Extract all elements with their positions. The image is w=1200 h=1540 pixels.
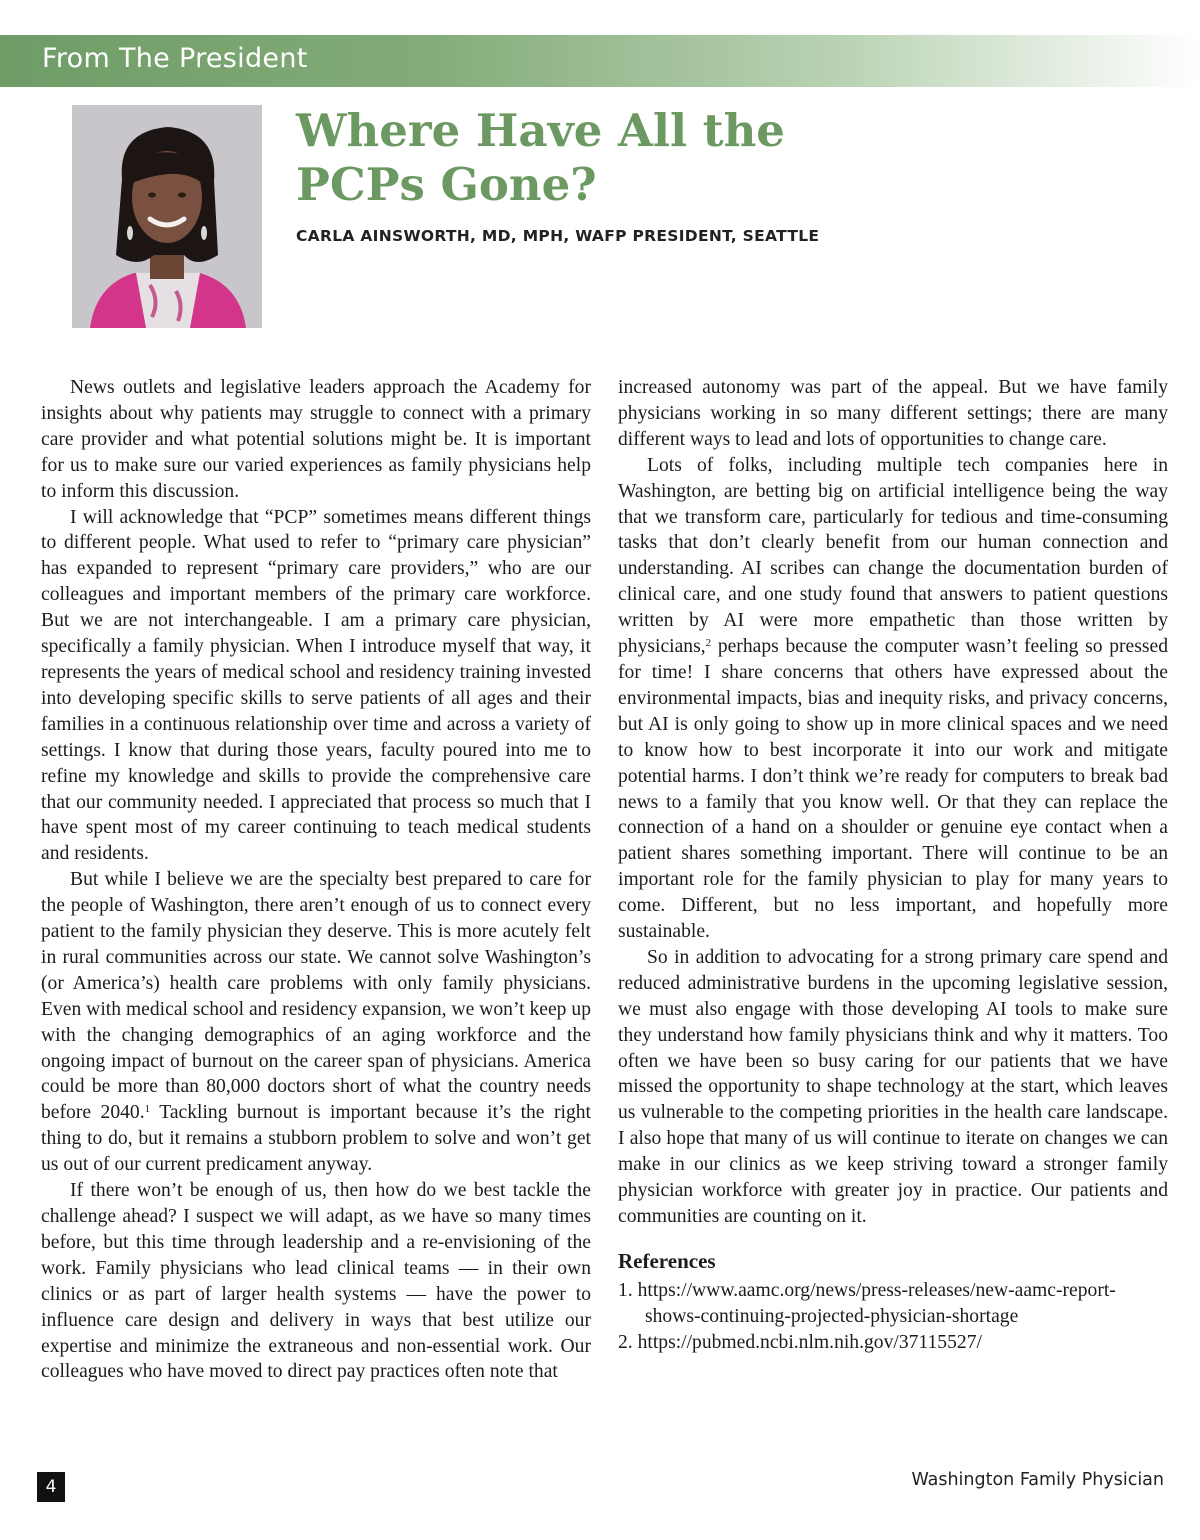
references-heading: References — [618, 1248, 716, 1273]
references-list — [618, 1278, 1168, 1356]
paragraph-5-text-b: perhaps because the computer wasn’t feeling so pressed for time! I share concerns that others have expressed about the environmental impacts, bias and inequity risks, and privacy concerns, but AI is only going to show up in more clinical spaces and we need to know how to best incorporate it into our work and mitigate potential harms. I don’t think we’re ready for computers to break bad news to a family that you know well. Or that they can replace the connection of a hand on a shoulder or genuine eye contact when a patient shares something important. There will continue to be an important role for the family physician to play for many years to come. Different, but no less important, and hopefully more sustainable. — [618, 636, 1168, 943]
article-headline — [296, 104, 785, 212]
author-photo — [72, 105, 262, 328]
footnote-ref-1: 1 — [144, 1103, 151, 1116]
paragraph-5-text-a: Lots of folks, including multiple tech companies here in Washington, are betting big on artificial intelligence being the way that we transform care, particularly for tedious and time-consuming tasks that don’t clearly benefit from our human connection and understanding. AI scribes can change the documentation burden of clinical care, and one study found that answers to patient questions written by AI were more empathetic than those written by physicians, — [618, 454, 1168, 658]
article-column-right — [618, 375, 1168, 1356]
author-portrait-image — [72, 105, 262, 328]
headline-line-2: PCPs Gone? — [296, 158, 597, 211]
paragraph-3 — [41, 867, 591, 1178]
paragraph-3-text-b: Tackling burnout is important because it’s the right thing to do, but it remains a stubborn problem to solve and won’t get us out of our current predicament anyway. — [41, 1102, 591, 1176]
paragraph-3-text-a: But while I believe we are the specialty best prepared to care for the people of Washington, there aren’t enough of us to connect every patient to the family physician they deserve. This is more acutely felt in rural communities across our state. We cannot solve Washington’s (or America’s) health care problems with only family physicians. Even with medical school and residency expansion, we won’t keep up with the changing demographics of an aging workforce and the ongoing impact of burnout on the career span of physicians. America could be more than 80,000 doctors short of what the country needs before 2040. — [41, 869, 591, 1124]
footnote-ref-2: 2 — [705, 637, 712, 650]
author-byline: CARLA AINSWORTH, MD, MPH, WAFP PRESIDENT, SEATTLE — [296, 227, 820, 245]
reference-item-2: 2. https://pubmed.ncbi.nlm.nih.gov/37115527/ — [618, 1331, 982, 1353]
reference-item-1: 1. https://www.aamc.org/news/press-releases/new-aamc-report-shows-continuing-projected-physician-shortage — [618, 1279, 1116, 1327]
paragraph-4-continued: increased autonomy was part of the appeal. But we have family physicians working in so many different settings; there are many different ways to lead and lots of opportunities to change care. — [618, 377, 1168, 450]
paragraph-6: So in addition to advocating for a strong primary care spend and reduced administrative burdens in the upcoming legislative session, we must also engage with those developing AI tools to make sure they understand how family physicians think and why it matters. Too often we have been so busy caring for our patients that we have missed the opportunity to shape technology at the start, which leaves us vulnerable to the competing priorities in the health care landscape. I also hope that many of us will continue to iterate on changes we can make in our clinics as we keep striving toward a stronger family physician workforce with greater joy in practice. Our patients and communities are counting on it. — [618, 946, 1168, 1227]
paragraph-2: I will acknowledge that “PCP” sometimes means different things to different people. What used to refer to “primary care physician” has expanded to represent “primary care providers,” who are our colleagues and important members of the primary care workforce. But we are not interchangeable. I am a primary care physician, specifically a family physician. When I introduce myself that way, it represents the years of medical school and residency training invested into developing specific skills to serve patients of all ages and their families in a continuous relationship over time and across a variety of settings. I know that during those years, faculty poured into me to refine my knowledge and skills to provide the comprehensive care that our community needed. I appreciated that process so much that I have spent most of my career continuing to teach medical students and residents. — [41, 506, 591, 865]
section-banner — [0, 35, 1200, 87]
publication-name: Washington Family Physician — [911, 1470, 1164, 1490]
article-column-left — [41, 375, 591, 1385]
paragraph-1: News outlets and legislative leaders approach the Academy for insights about why patients may struggle to connect with a primary care provider and what potential solutions might be. It is important for us to make sure our varied experiences as family physicians help to inform this discussion. — [41, 377, 591, 502]
page-number: 4 — [37, 1472, 65, 1502]
paragraph-4-start: If there won’t be enough of us, then how do we best tackle the challenge ahead? I suspect we will adapt, as we have so many times before, but this time through leadership and a re-envisioning of the work. Family physicians who lead clinical teams — in their own clinics or as part of larger health systems — have the power to influence care design and delivery in ways that best utilize our expertise and minimize the extraneous and non-essential work. Our colleagues who have moved to direct pay practices often note that — [41, 1180, 591, 1383]
headline-line-1: Where Have All the — [296, 104, 785, 157]
section-title: From The President — [42, 43, 308, 74]
paragraph-5 — [618, 453, 1168, 945]
